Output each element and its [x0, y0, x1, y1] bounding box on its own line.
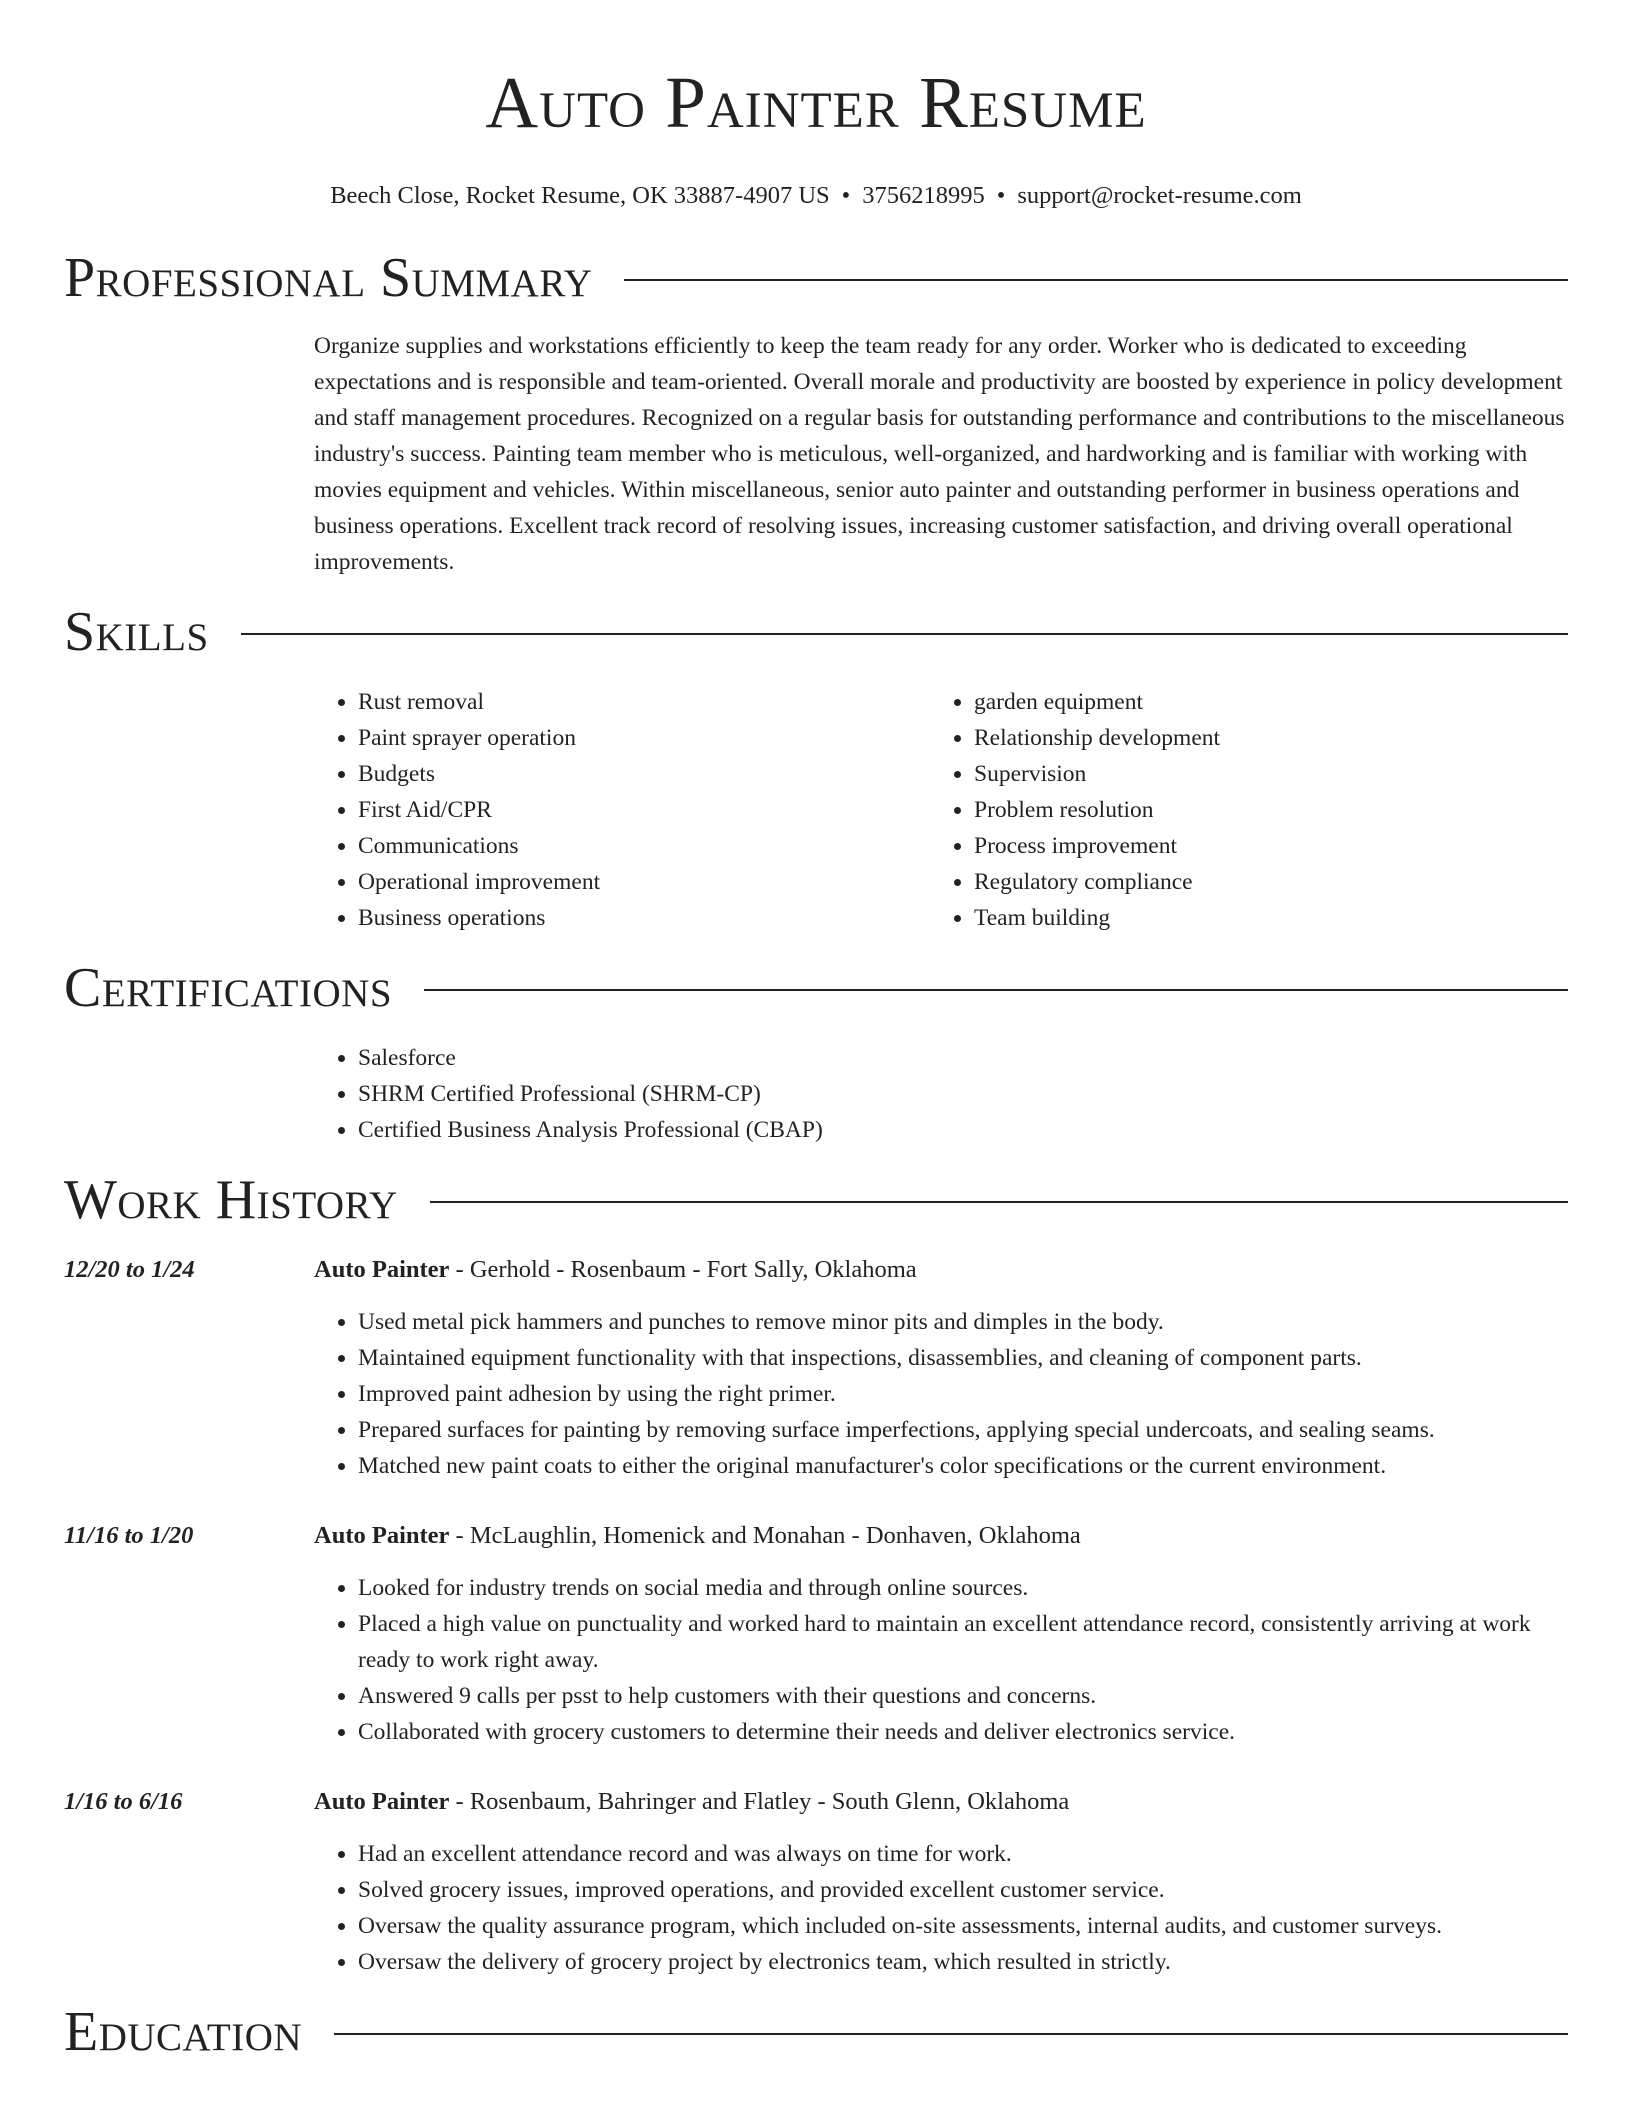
section-title: Work History	[64, 1169, 398, 1231]
contact-separator: •	[996, 182, 1006, 209]
skill-item: • Supervision	[974, 756, 1568, 792]
section-work-history	[64, 1170, 1568, 1230]
skill-item: • Process improvement	[974, 828, 1568, 864]
skill-item: • Business operations	[358, 900, 930, 936]
skills-list	[314, 684, 1568, 936]
skill-item: • Rust removal	[358, 684, 930, 720]
certification-item: • Certified Business Analysis Professional (CBAP)	[358, 1112, 1568, 1148]
section-title: Professional Summary	[64, 247, 593, 309]
job-bullet: • Placed a high value on punctuality and worked hard to maintain an excellent attendance record, consistently arriving at work ready to work right away.	[358, 1606, 1568, 1678]
certifications-list	[314, 1040, 1568, 1148]
section-divider	[624, 279, 1568, 281]
job-heading	[314, 1252, 917, 1288]
job-bullet: • Maintained equipment functionality with that inspections, disassemblies, and cleaning of component parts.	[358, 1340, 1568, 1376]
section-divider	[241, 633, 1568, 635]
job-bullets	[314, 1836, 1568, 1980]
job-bullets	[314, 1304, 1568, 1484]
skill-item: • Relationship development	[974, 720, 1568, 756]
skill-item: • Communications	[358, 828, 930, 864]
email: support@rocket-resume.com	[1017, 182, 1302, 209]
job-bullet: • Oversaw the quality assurance program, which included on-site assessments, internal audits, and customer surveys.	[358, 1908, 1568, 1944]
section-divider	[430, 1201, 1568, 1203]
job-title: Auto Painter	[314, 1256, 450, 1283]
address: Beech Close, Rocket Resume, OK 33887-4907 US	[330, 182, 830, 209]
skills-column-left	[314, 684, 930, 936]
job-bullet: • Matched new paint coats to either the original manufacturer's color specifications or the current environment.	[358, 1448, 1568, 1484]
summary-text: Organize supplies and workstations efficiently to keep the team ready for any order. Worker who is dedicated to exceeding expectations and is responsible and team-oriented. Overall morale and productivity are boosted by experience in policy development and staff management procedures. Recognized on a regular basis for outstanding performance and contributions to the miscellaneous industry's success. Painting team member who is meticulous, well-organized, and hardworking and is familiar with working with movies equipment and vehicles. Within miscellaneous, senior auto painter and outstanding performer in business operations and business operations. Excellent track record of resolving issues, increasing customer satisfaction, and driving overall operational improvements.	[314, 333, 1565, 575]
certifications-items	[314, 1040, 1568, 1148]
job-title: Auto Painter	[314, 1522, 450, 1549]
job-bullet: • Oversaw the delivery of grocery project by electronics team, which resulted in strictly.	[358, 1944, 1568, 1980]
certification-item: • Salesforce	[358, 1040, 1568, 1076]
job-bullet: • Used metal pick hammers and punches to remove minor pits and dimples in the body.	[358, 1304, 1568, 1340]
job-entry	[64, 1252, 1568, 1484]
job-dates: 11/16 to 1/20	[64, 1522, 194, 1549]
job-heading	[314, 1518, 1081, 1554]
skill-item: • Team building	[974, 900, 1568, 936]
job-dates: 12/20 to 1/24	[64, 1256, 195, 1283]
skill-item: • Problem resolution	[974, 792, 1568, 828]
job-dates: 1/16 to 6/16	[64, 1788, 183, 1815]
job-header	[64, 1518, 1568, 1554]
resume-title: Auto Painter Resume	[485, 62, 1147, 143]
section-education	[64, 2002, 1568, 2062]
phone: 3756218995	[862, 182, 985, 209]
job-bullet: • Improved paint adhesion by using the right primer.	[358, 1376, 1568, 1412]
job-bullet: • Answered 9 calls per psst to help customers with their questions and concerns.	[358, 1678, 1568, 1714]
section-certifications	[64, 958, 1568, 1018]
job-bullet: • Had an excellent attendance record and was always on time for work.	[358, 1836, 1568, 1872]
job-bullet: • Solved grocery issues, improved operations, and provided excellent customer service.	[358, 1872, 1568, 1908]
section-professional-summary	[64, 248, 1568, 308]
skill-item: • Operational improvement	[358, 864, 930, 900]
section-title: Education	[64, 2001, 303, 2063]
job-entry	[64, 1784, 1568, 1980]
job-bullet: • Prepared surfaces for painting by removing surface imperfections, applying special undercoats, and sealing seams.	[358, 1412, 1568, 1448]
job-header	[64, 1252, 1568, 1288]
certification-item: • SHRM Certified Professional (SHRM-CP)	[358, 1076, 1568, 1112]
section-divider	[334, 2033, 1568, 2035]
skill-item: • Paint sprayer operation	[358, 720, 930, 756]
section-title: Skills	[64, 601, 209, 663]
skill-item: • Budgets	[358, 756, 930, 792]
job-employer: - Rosenbaum, Bahringer and Flatley - South Glenn, Oklahoma	[449, 1788, 1070, 1815]
job-title: Auto Painter	[314, 1788, 450, 1815]
job-bullet: • Collaborated with grocery customers to determine their needs and deliver electronics service.	[358, 1714, 1568, 1750]
resume-page	[64, 0, 1568, 2062]
skill-item: • garden equipment	[974, 684, 1568, 720]
skill-item: • First Aid/CPR	[358, 792, 930, 828]
job-heading	[314, 1784, 1069, 1820]
job-employer: - Gerhold - Rosenbaum - Fort Sally, Oklahoma	[449, 1256, 917, 1283]
section-skills	[64, 602, 1568, 662]
skills-column-right	[930, 684, 1568, 936]
contact-separator: •	[841, 182, 851, 209]
contact-line	[64, 182, 1568, 210]
skill-item: • Regulatory compliance	[974, 864, 1568, 900]
job-header	[64, 1784, 1568, 1820]
job-bullets	[314, 1570, 1568, 1750]
job-bullet: • Looked for industry trends on social media and through online sources.	[358, 1570, 1568, 1606]
job-employer: - McLaughlin, Homenick and Monahan - Donhaven, Oklahoma	[449, 1522, 1081, 1549]
section-title: Certifications	[64, 957, 393, 1019]
job-entry	[64, 1518, 1568, 1750]
section-divider	[424, 989, 1568, 991]
